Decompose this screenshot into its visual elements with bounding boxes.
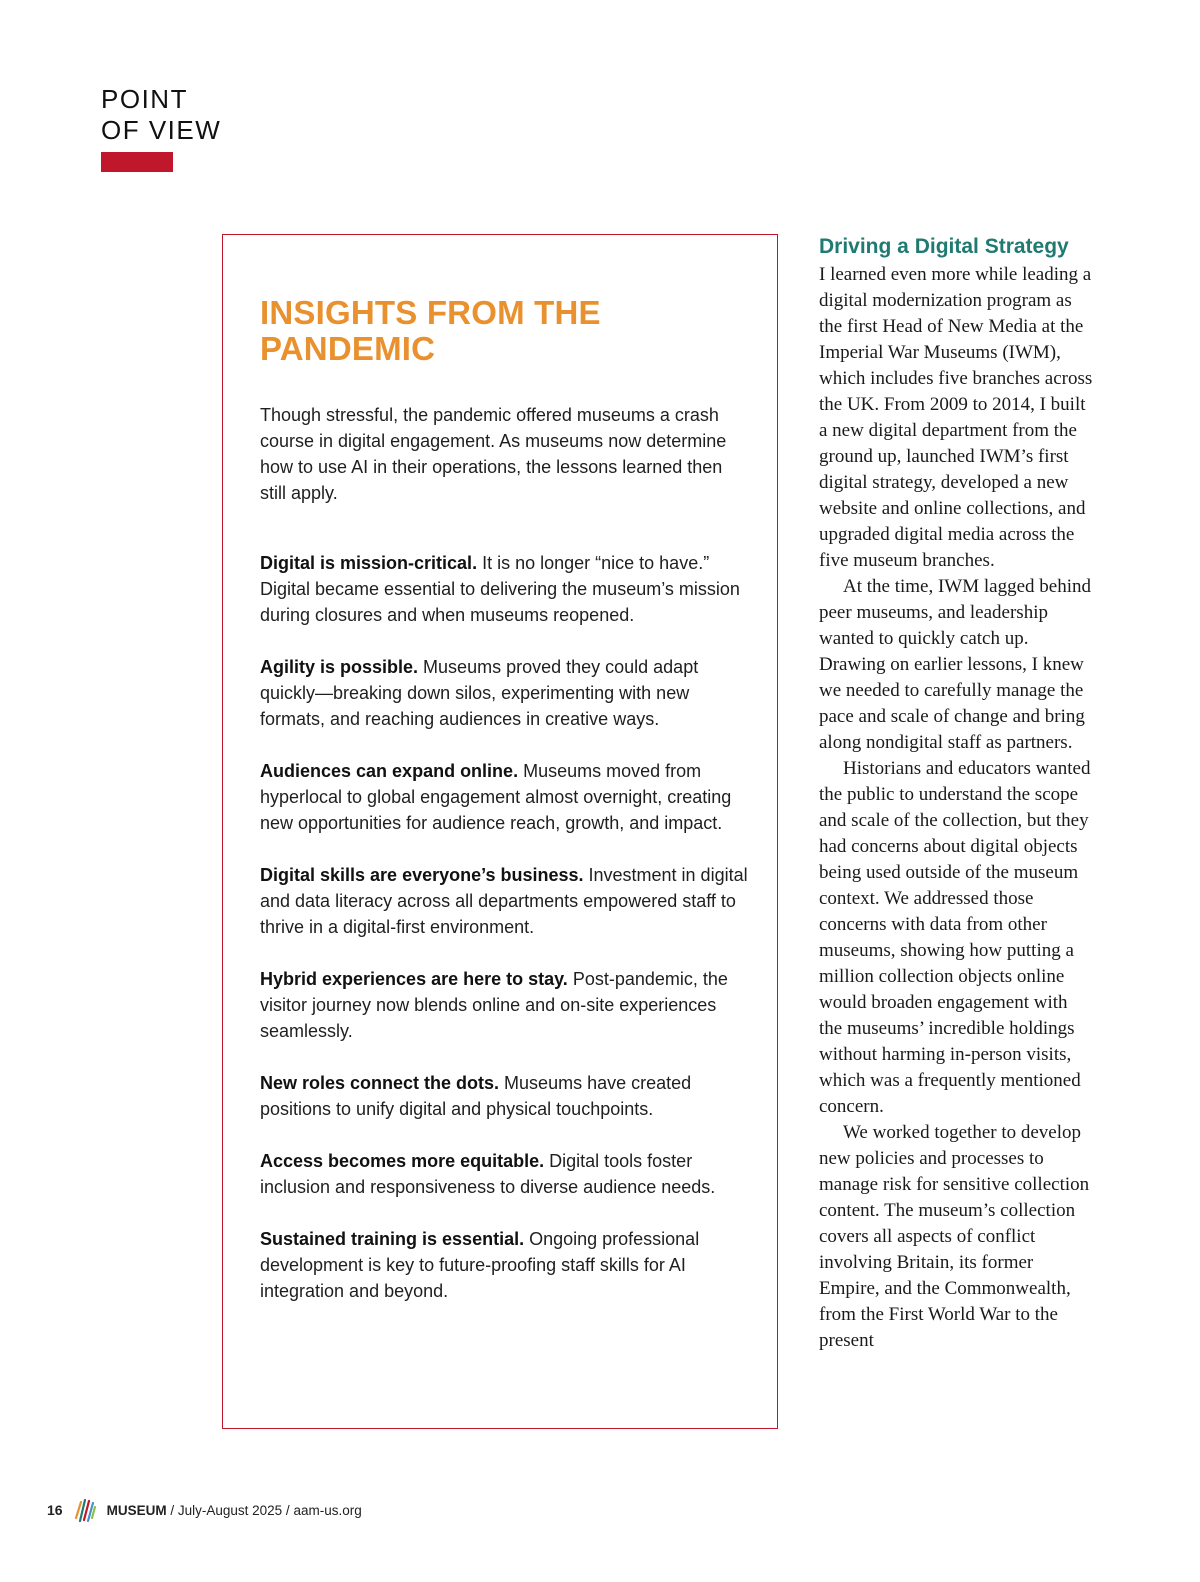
insight-text: It is no longer “nice to have.” Digital became essential to delivering the museum’s mission during closures and when museums reopened. [260, 553, 740, 625]
insight-text: Museums proved they could adapt quickly—breaking down silos, experimenting with new formats, and reaching audiences in creative ways. [260, 657, 699, 729]
section-label [101, 84, 221, 146]
article-paragraph: Historians and educators wanted the public to understand the scope and scale of the collection, but they had concerns about digital objects being used outside of the museum context. We addressed those concerns with data from other museums, showing how putting a million collection objects online would broaden engagement with the museums’ incredible holdings without harming in-person visits, which was a frequently mentioned concern. [819, 758, 1091, 1117]
insight-lead: Digital skills are everyone’s business. [260, 865, 584, 885]
article-column [819, 233, 1094, 1354]
insight-point [260, 862, 748, 940]
insight-text: Museums moved from hyperlocal to global engagement almost overnight, creating new opportunities for audience reach, growth, and impact. [260, 761, 732, 833]
footer-separator: / [282, 1502, 294, 1518]
insight-lead: New roles connect the dots. [260, 1073, 500, 1093]
footer-publication-line [107, 1503, 362, 1518]
insight-text: Museums have created positions to unify digital and physical touchpoints. [260, 1073, 692, 1119]
sidebar-intro: Though stressful, the pandemic offered museums a crash course in digital engagement. As museums now determine how to use AI in their operations, the lessons learned then still apply. [260, 405, 727, 503]
insight-point [260, 966, 748, 1044]
website-url: aam-us.org [293, 1502, 362, 1518]
section-accent-bar [101, 152, 173, 172]
insight-lead: Digital is mission-critical. [260, 553, 478, 573]
insight-lead: Agility is possible. [260, 657, 419, 677]
insight-point [260, 758, 748, 836]
article-paragraph: I learned even more while leading a digital modernization program as the first Head of New Media at the Imperial War Museums (IWM), which includes five branches across the UK. From 2009 to 2014, I built a new digital department from the ground up, launched IWM’s first digital strategy, developed a new website and online collections, and upgraded digital media across the five museum branches. [819, 264, 1093, 571]
insight-point [260, 654, 748, 732]
article-paragraph: We worked together to develop new policies and processes to manage risk for sensitive collection content. The museum’s collection covers all aspects of conflict involving Britain, its former Empire, and the Commonwealth, from the First World War to the present [819, 1122, 1090, 1351]
sidebar-title: INSIGHTS FROM THE PANDEMIC [260, 294, 601, 367]
article-heading: Driving a Digital Strategy [819, 235, 1069, 258]
insight-text: Post-pandemic, the visitor journey now blends online and on-site experiences seamlessly. [260, 969, 728, 1041]
footer-separator: / [166, 1502, 178, 1518]
article-paragraph: At the time, IWM lagged behind peer museums, and leadership wanted to quickly catch up. Drawing on earlier lessons, I knew we needed to carefully manage the pace and scale of change and bring along nondigital staff as partners. [819, 576, 1091, 753]
insight-point [260, 1148, 748, 1200]
insight-text: Investment in digital and data literacy across all departments empowered staff to thrive in a digital-first environment. [260, 865, 748, 937]
insight-point [260, 550, 748, 628]
sidebar-content [260, 295, 748, 1330]
insight-text: Digital tools foster inclusion and responsiveness to diverse audience needs. [260, 1151, 716, 1197]
insight-lead: Audiences can expand online. [260, 761, 519, 781]
insight-lead: Hybrid experiences are here to stay. [260, 969, 568, 989]
page-footer [47, 1495, 362, 1525]
page-number: 16 [47, 1502, 63, 1518]
insights-sidebar-box [222, 234, 778, 1429]
insight-lead: Sustained training is essential. [260, 1229, 525, 1249]
section-label-line2: OF VIEW [101, 115, 222, 145]
insight-point [260, 1226, 748, 1304]
insight-point [260, 1070, 748, 1122]
insight-lead: Access becomes more equitable. [260, 1151, 545, 1171]
publication-name: MUSEUM [106, 1502, 167, 1518]
insight-text: Ongoing professional development is key to future-proofing staff skills for AI integration and beyond. [260, 1229, 700, 1301]
aam-logo-icon [73, 1496, 97, 1524]
issue-date: July-August 2025 [177, 1502, 283, 1518]
section-label-line1: POINT [101, 84, 188, 114]
